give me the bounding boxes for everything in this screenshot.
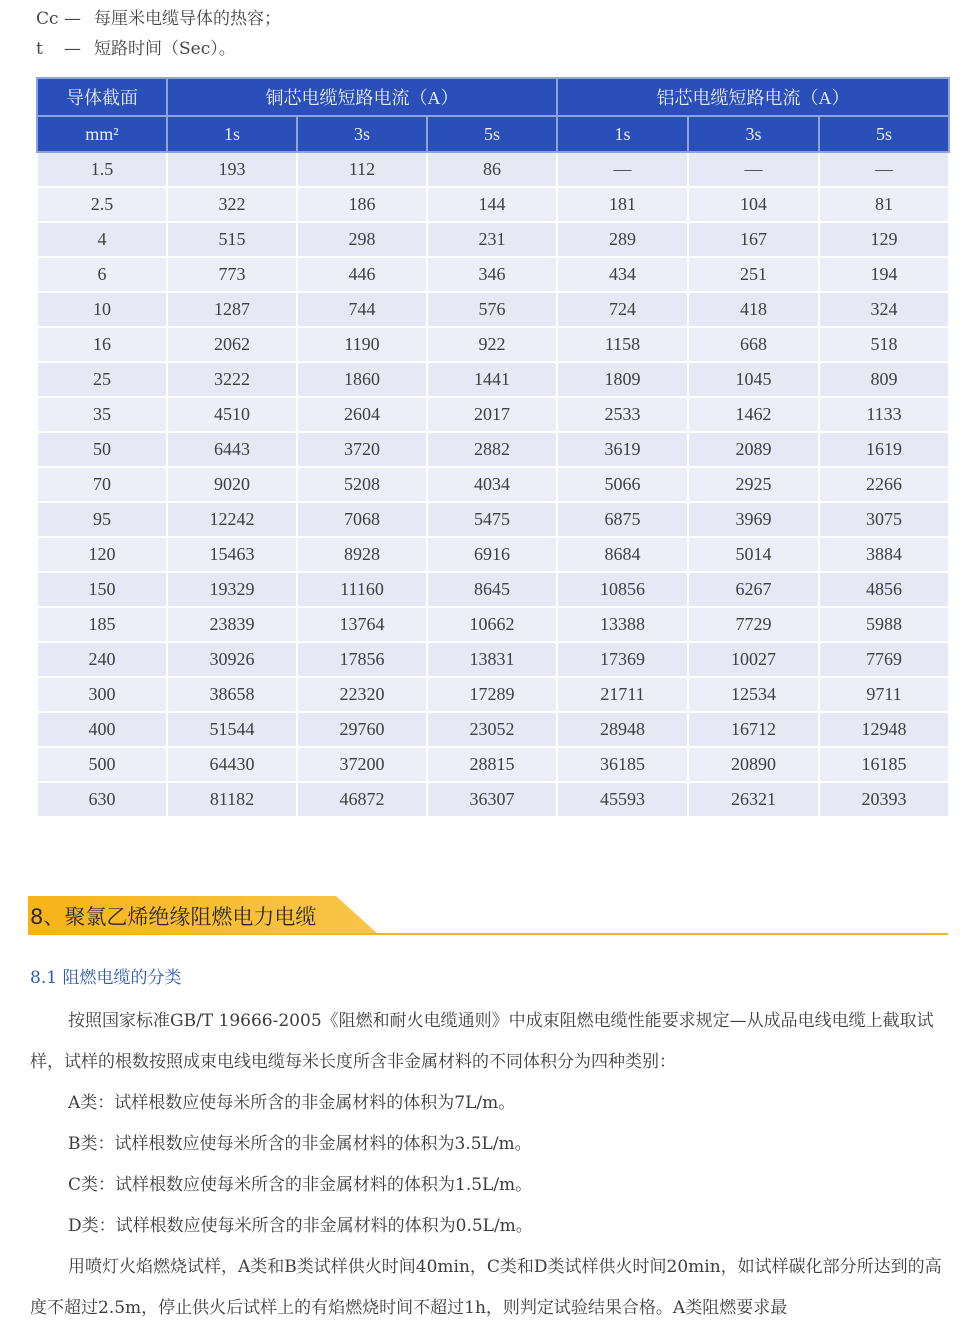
- cell-current: 3619: [557, 432, 688, 467]
- cell-section: 6: [37, 257, 167, 292]
- cell-current: 36307: [427, 782, 557, 817]
- cell-current: 289: [557, 222, 688, 257]
- cell-current: 2062: [167, 327, 297, 362]
- cell-current: 724: [557, 292, 688, 327]
- short-circuit-current-table: [36, 77, 950, 818]
- cell-current: 3884: [819, 537, 949, 572]
- body-text: [30, 1001, 956, 1329]
- cell-current: 8645: [427, 572, 557, 607]
- cell-current: 17369: [557, 642, 688, 677]
- cell-current: 37200: [297, 747, 427, 782]
- cell-current: 1809: [557, 362, 688, 397]
- cell-current: 167: [688, 222, 819, 257]
- cell-current: 1158: [557, 327, 688, 362]
- cell-current: 20890: [688, 747, 819, 782]
- cell-current: 13764: [297, 607, 427, 642]
- cell-section: 4: [37, 222, 167, 257]
- cell-current: 515: [167, 222, 297, 257]
- cell-section: 150: [37, 572, 167, 607]
- cell-current: 322: [167, 187, 297, 222]
- cell-current: 8928: [297, 537, 427, 572]
- cell-current: 193: [167, 152, 297, 187]
- cell-current: 251: [688, 257, 819, 292]
- table-body: [37, 152, 949, 817]
- header-unit: mm²: [37, 116, 167, 152]
- table-row: [37, 467, 949, 502]
- cell-current: 23052: [427, 712, 557, 747]
- class-b-line: B类：试样根数应使每米所含的非金属材料的体积为3.5L/m。: [68, 1134, 532, 1154]
- cell-current: 45593: [557, 782, 688, 817]
- cell-current: 6875: [557, 502, 688, 537]
- cell-current: 2925: [688, 467, 819, 502]
- cell-current: 809: [819, 362, 949, 397]
- header-copper-1s: 1s: [167, 116, 297, 152]
- cell-current: 231: [427, 222, 557, 257]
- table-row: [37, 642, 949, 677]
- cell-current: 1287: [167, 292, 297, 327]
- definition-text: 每厘米电缆导体的热容；: [94, 9, 281, 29]
- cell-current: 28815: [427, 747, 557, 782]
- header-aluminum-5s: 5s: [819, 116, 949, 152]
- table-row: [37, 782, 949, 817]
- cell-current: 129: [819, 222, 949, 257]
- cell-section: 50: [37, 432, 167, 467]
- subsection-title: 8.1 阻燃电缆的分类: [30, 968, 182, 988]
- cell-current: 17856: [297, 642, 427, 677]
- paragraph: 按照国家标准GB/T 19666-2005《阻燃和耐火电缆通则》中成束阻燃电缆性能要求规定—从成品电线电缆上截取试样，试样的根数按照成束电线电缆每米长度所含非金属材料的不同体积分为四种类别：: [30, 1011, 934, 1072]
- cell-current: 5475: [427, 502, 557, 537]
- cell-current: 15463: [167, 537, 297, 572]
- cell-current: —: [819, 152, 949, 187]
- cell-current: 186: [297, 187, 427, 222]
- table-row: [37, 397, 949, 432]
- cell-current: 19329: [167, 572, 297, 607]
- cell-current: 4510: [167, 397, 297, 432]
- cell-current: —: [557, 152, 688, 187]
- cell-current: 81182: [167, 782, 297, 817]
- cell-current: 2604: [297, 397, 427, 432]
- definition-symbol: Cc: [36, 9, 59, 29]
- cell-current: 2266: [819, 467, 949, 502]
- cell-current: 1190: [297, 327, 427, 362]
- cell-current: 9020: [167, 467, 297, 502]
- cell-current: 12948: [819, 712, 949, 747]
- table-row: [37, 502, 949, 537]
- cell-current: 17289: [427, 677, 557, 712]
- cell-current: 23839: [167, 607, 297, 642]
- cell-current: 144: [427, 187, 557, 222]
- cell-current: 2882: [427, 432, 557, 467]
- header-aluminum-1s: 1s: [557, 116, 688, 152]
- cell-current: 104: [688, 187, 819, 222]
- header-conductor-section: 导体截面: [37, 78, 167, 116]
- cell-current: 28948: [557, 712, 688, 747]
- cell-current: 16712: [688, 712, 819, 747]
- cell-current: 51544: [167, 712, 297, 747]
- cell-current: 21711: [557, 677, 688, 712]
- cell-current: 3720: [297, 432, 427, 467]
- cell-current: 922: [427, 327, 557, 362]
- table-row: [37, 257, 949, 292]
- table-row: [37, 747, 949, 782]
- header-aluminum-3s: 3s: [688, 116, 819, 152]
- cell-section: 185: [37, 607, 167, 642]
- table-row: [37, 432, 949, 467]
- cell-current: 12242: [167, 502, 297, 537]
- table-row: [37, 712, 949, 747]
- cell-current: 5014: [688, 537, 819, 572]
- cell-section: 2.5: [37, 187, 167, 222]
- cell-current: 6267: [688, 572, 819, 607]
- table-row: [37, 187, 949, 222]
- cell-current: 5988: [819, 607, 949, 642]
- symbol-definitions: [36, 4, 281, 64]
- cell-current: 20393: [819, 782, 949, 817]
- cell-current: 46872: [297, 782, 427, 817]
- class-c-line: C类：试样根数应使每米所含的非金属材料的体积为1.5L/m。: [68, 1175, 533, 1195]
- definition-cc: [36, 4, 281, 34]
- cell-section: 400: [37, 712, 167, 747]
- cell-current: 576: [427, 292, 557, 327]
- cell-current: 346: [427, 257, 557, 292]
- table-row: [37, 607, 949, 642]
- cell-current: 4034: [427, 467, 557, 502]
- cell-current: 13388: [557, 607, 688, 642]
- cell-current: 7769: [819, 642, 949, 677]
- cell-current: 10662: [427, 607, 557, 642]
- cell-current: 194: [819, 257, 949, 292]
- cell-current: 1619: [819, 432, 949, 467]
- cell-current: 2017: [427, 397, 557, 432]
- cell-current: 744: [297, 292, 427, 327]
- cell-current: 5066: [557, 467, 688, 502]
- cell-current: 10856: [557, 572, 688, 607]
- header-copper-3s: 3s: [297, 116, 427, 152]
- cell-current: 30926: [167, 642, 297, 677]
- cell-current: 3075: [819, 502, 949, 537]
- table-row: [37, 222, 949, 257]
- header-copper-group: 铜芯电缆短路电流（A）: [167, 78, 557, 116]
- cell-current: 1462: [688, 397, 819, 432]
- cell-section: 10: [37, 292, 167, 327]
- definition-dash: —: [64, 39, 81, 59]
- cell-current: 181: [557, 187, 688, 222]
- cell-section: 630: [37, 782, 167, 817]
- cell-current: 1133: [819, 397, 949, 432]
- cell-current: 4856: [819, 572, 949, 607]
- cell-current: 446: [297, 257, 427, 292]
- cell-section: 1.5: [37, 152, 167, 187]
- cell-section: 16: [37, 327, 167, 362]
- cell-section: 500: [37, 747, 167, 782]
- section-heading-bar: [28, 896, 948, 938]
- cell-section: 35: [37, 397, 167, 432]
- cell-current: 13831: [427, 642, 557, 677]
- cell-current: —: [688, 152, 819, 187]
- cell-current: 773: [167, 257, 297, 292]
- cell-current: 26321: [688, 782, 819, 817]
- cell-current: 64430: [167, 747, 297, 782]
- paragraph: 用喷灯火焰燃烧试样，A类和B类试样供火时间40min，C类和D类试样供火时间20min，如试样碳化部分所达到的高度不超过2.5m，停止供火后试样上的有焰燃烧时间不超过1h，则判定试验结果合格。A类阻燃要求最: [30, 1257, 942, 1318]
- cell-current: 9711: [819, 677, 949, 712]
- definition-symbol: t: [36, 39, 43, 59]
- definition-dash: —: [64, 9, 81, 29]
- table-row: [37, 537, 949, 572]
- class-a-line: A类：试样根数应使每米所含的非金属材料的体积为7L/m。: [68, 1093, 516, 1113]
- cell-current: 8684: [557, 537, 688, 572]
- cell-current: 3222: [167, 362, 297, 397]
- cell-current: 22320: [297, 677, 427, 712]
- cell-current: 5208: [297, 467, 427, 502]
- cell-section: 120: [37, 537, 167, 572]
- cell-current: 298: [297, 222, 427, 257]
- definition-text: 短路时间（Sec）。: [94, 39, 236, 59]
- cell-current: 16185: [819, 747, 949, 782]
- cell-current: 12534: [688, 677, 819, 712]
- cell-section: 25: [37, 362, 167, 397]
- cell-current: 36185: [557, 747, 688, 782]
- definition-t: [36, 34, 281, 64]
- cell-current: 10027: [688, 642, 819, 677]
- cell-current: 1441: [427, 362, 557, 397]
- cell-current: 418: [688, 292, 819, 327]
- table-row: [37, 327, 949, 362]
- table-row: [37, 362, 949, 397]
- header-aluminum-group: 铝芯电缆短路电流（A）: [557, 78, 949, 116]
- cell-current: 2533: [557, 397, 688, 432]
- cell-current: 518: [819, 327, 949, 362]
- cell-current: 38658: [167, 677, 297, 712]
- cell-section: 70: [37, 467, 167, 502]
- table-row: [37, 572, 949, 607]
- cell-current: 81: [819, 187, 949, 222]
- class-d-line: D类：试样根数应使每米所含的非金属材料的体积为0.5L/m。: [68, 1216, 533, 1236]
- cell-section: 240: [37, 642, 167, 677]
- table-row: [37, 152, 949, 187]
- cell-current: 2089: [688, 432, 819, 467]
- cell-current: 434: [557, 257, 688, 292]
- section-title: 8、聚氯乙烯绝缘阻燃电力电缆: [30, 905, 317, 929]
- cell-current: 11160: [297, 572, 427, 607]
- cell-current: 668: [688, 327, 819, 362]
- table-row: [37, 292, 949, 327]
- cell-section: 300: [37, 677, 167, 712]
- cell-current: 1045: [688, 362, 819, 397]
- cell-current: 112: [297, 152, 427, 187]
- cell-current: 86: [427, 152, 557, 187]
- cell-current: 324: [819, 292, 949, 327]
- table-row: [37, 677, 949, 712]
- header-copper-5s: 5s: [427, 116, 557, 152]
- section-heading-rule: [28, 933, 948, 935]
- cell-current: 3969: [688, 502, 819, 537]
- cell-current: 1860: [297, 362, 427, 397]
- cell-current: 29760: [297, 712, 427, 747]
- cell-current: 7729: [688, 607, 819, 642]
- cell-current: 6916: [427, 537, 557, 572]
- cell-current: 7068: [297, 502, 427, 537]
- cell-current: 6443: [167, 432, 297, 467]
- cell-section: 95: [37, 502, 167, 537]
